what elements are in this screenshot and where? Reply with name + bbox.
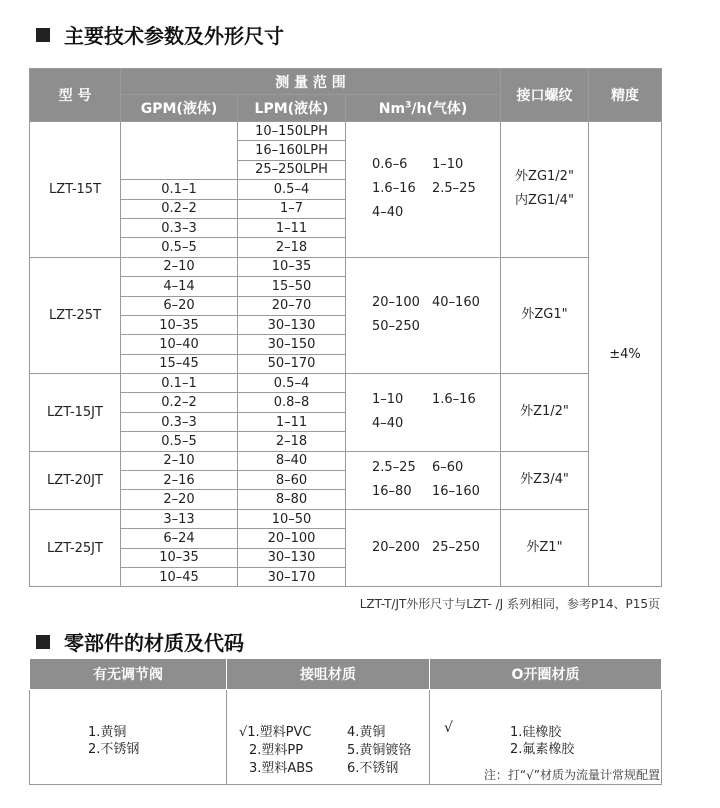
- thread-cell: [501, 451, 589, 509]
- parts-header-nozzle: 接咀材质: [227, 659, 430, 690]
- thread-cell: [501, 509, 589, 587]
- gas-range-line: [372, 456, 500, 480]
- gas-range-value: 4–40: [372, 416, 404, 432]
- gas-range-line: [372, 153, 500, 177]
- lpm-cell: 50–170: [238, 354, 346, 373]
- list-item: 2.不锈钢: [88, 742, 140, 757]
- gpm-cell: 2–16: [121, 471, 238, 490]
- gas-range-value: 1.6–16: [372, 181, 416, 197]
- table-row: [30, 374, 662, 393]
- lpm-cell: 10–150LPH: [238, 122, 346, 141]
- table-row: [30, 509, 662, 528]
- parts-cell-valve: [30, 690, 227, 785]
- note-standard-config: 注：打“√”材质为流量计常规配置: [483, 768, 660, 782]
- lpm-cell: 20–70: [238, 296, 346, 315]
- gpm-cell: 0.5–5: [121, 432, 238, 451]
- square-bullet-icon: [36, 635, 50, 649]
- header-gpm: GPM(液体): [121, 95, 238, 122]
- gas-range-value: 16–80: [372, 484, 412, 500]
- lpm-cell: 30–150: [238, 335, 346, 354]
- lpm-cell: 10–35: [238, 257, 346, 276]
- lpm-cell: 1–11: [238, 412, 346, 431]
- gas-range-line: [372, 480, 500, 504]
- lpm-cell: 1–11: [238, 218, 346, 237]
- gas-range-value: 0.6–6: [372, 157, 408, 173]
- gas-range-value: 20–100: [372, 295, 420, 311]
- section2-title-text: 零部件的材质及代码: [64, 631, 244, 655]
- gpm-cell: 3–13: [121, 509, 238, 528]
- parts-header-oring: O开圈材质: [430, 659, 662, 690]
- lpm-cell: 2–18: [238, 432, 346, 451]
- list-item: 2.氟素橡胶: [510, 742, 575, 757]
- gpm-cell: 2–10: [121, 451, 238, 470]
- gas-range-value: 16–160: [432, 484, 480, 500]
- gas-range-value: 50–250: [372, 319, 420, 335]
- gas-range-value: 1–10: [372, 392, 404, 408]
- lpm-cell: 8–60: [238, 471, 346, 490]
- thread-cell: [501, 374, 589, 452]
- parts-cell-nozzle: [227, 690, 430, 785]
- gpm-cell: 10–35: [121, 548, 238, 567]
- list-item: 1.黄铜: [88, 725, 127, 740]
- gas-range-value: 2.5–25: [372, 460, 416, 476]
- header-range: 测 量 范 围: [121, 69, 501, 95]
- gpm-cell-empty: [121, 122, 238, 180]
- gas-range-cell: [346, 374, 501, 452]
- gas-range-cell: [346, 257, 501, 373]
- thread-cell: [501, 257, 589, 373]
- lpm-cell: 16–160LPH: [238, 141, 346, 160]
- section1-title: [36, 20, 284, 49]
- spec-table: [29, 68, 662, 587]
- gpm-cell: 2–20: [121, 490, 238, 509]
- gpm-cell: 0.5–5: [121, 238, 238, 257]
- table-row: [30, 257, 662, 276]
- header-nm3h-sup: 3: [405, 100, 412, 111]
- lpm-cell: 20–100: [238, 529, 346, 548]
- gpm-cell: 4–14: [121, 277, 238, 296]
- gas-range-line: [372, 412, 500, 436]
- lpm-cell: 8–40: [238, 451, 346, 470]
- gpm-cell: 0.1–1: [121, 374, 238, 393]
- gpm-cell: 0.2–2: [121, 393, 238, 412]
- lpm-cell: 30–130: [238, 315, 346, 334]
- list-item: 2.塑料PP: [249, 743, 304, 758]
- gas-range-line: [372, 291, 500, 315]
- gpm-cell: 6–24: [121, 529, 238, 548]
- gas-range-value: 1–10: [432, 157, 464, 173]
- list-item: 5.黄铜镀铬: [347, 743, 412, 758]
- gas-range-line: [372, 315, 500, 339]
- gas-range-value: 20–200: [372, 540, 420, 556]
- thread-value: 内ZG1/4": [515, 193, 574, 209]
- model-cell: LZT-25JT: [30, 509, 121, 587]
- lpm-cell: 15–50: [238, 277, 346, 296]
- thread-value: 外Z3/4": [520, 472, 569, 488]
- model-cell: LZT-15JT: [30, 374, 121, 452]
- table-row: [30, 451, 662, 470]
- spec-header-row: [30, 69, 662, 95]
- list-item: 3.塑料ABS: [249, 761, 314, 776]
- thread-value: 外ZG1": [521, 307, 568, 323]
- thread-value: 外Z1/2": [520, 404, 569, 420]
- lpm-cell: 30–170: [238, 567, 346, 586]
- thread-value: 外Z1": [526, 540, 563, 556]
- gas-range-value: 2.5–25: [432, 181, 476, 197]
- square-bullet-icon: [36, 28, 50, 42]
- note-dimensions: LZT-T/JT外形尺寸与LZT- /J 系列相同，参考P14、P15页: [359, 597, 660, 611]
- lpm-cell: 1–7: [238, 199, 346, 218]
- gpm-cell: 10–45: [121, 567, 238, 586]
- list-item: 4.黄铜: [347, 725, 386, 740]
- gas-range-line: [372, 177, 500, 201]
- lpm-cell: 0.5–4: [238, 374, 346, 393]
- lpm-cell: 0.5–4: [238, 180, 346, 199]
- gpm-cell: 0.3–3: [121, 218, 238, 237]
- header-model: 型 号: [30, 69, 121, 122]
- check-mark-icon: √: [444, 720, 453, 736]
- gas-range-value: 4–40: [372, 205, 404, 221]
- model-cell: LZT-20JT: [30, 451, 121, 509]
- gpm-cell: 0.3–3: [121, 412, 238, 431]
- thread-cell: [501, 122, 589, 258]
- gpm-cell: 0.2–2: [121, 199, 238, 218]
- gpm-cell: 6–20: [121, 296, 238, 315]
- header-thread: 接口螺纹: [501, 69, 589, 122]
- gpm-cell: 10–35: [121, 315, 238, 334]
- thread-value: 外ZG1/2": [515, 169, 574, 185]
- gas-range-cell: [346, 451, 501, 509]
- header-lpm: LPM(液体): [238, 95, 346, 122]
- gas-range-value: 6–60: [432, 460, 464, 476]
- section2-title: [36, 627, 244, 656]
- lpm-cell: 0.8–8: [238, 393, 346, 412]
- gas-range-cell: [346, 122, 501, 258]
- gas-range-value: 25–250: [432, 540, 480, 556]
- header-nm3h: Nm$^3$/h(气体): [346, 95, 501, 122]
- gpm-cell: 15–45: [121, 354, 238, 373]
- lpm-cell: 8–80: [238, 490, 346, 509]
- gas-range-value: 40–160: [432, 295, 480, 311]
- list-item: √1.塑料PVC: [239, 725, 312, 740]
- section1-title-text: 主要技术参数及外形尺寸: [64, 24, 284, 48]
- list-item: 1.硅橡胶: [510, 725, 562, 740]
- table-row: [30, 122, 662, 141]
- accuracy-cell: ±4%: [589, 122, 662, 587]
- gas-range-line: [372, 388, 500, 412]
- lpm-cell: 30–130: [238, 548, 346, 567]
- list-item: 6.不锈钢: [347, 761, 399, 776]
- lpm-cell: 10–50: [238, 509, 346, 528]
- gas-range-line: [372, 201, 500, 225]
- gpm-cell: 0.1–1: [121, 180, 238, 199]
- gas-range-line: [372, 536, 500, 560]
- header-accuracy: 精度: [589, 69, 662, 122]
- model-cell: LZT-25T: [30, 257, 121, 373]
- gas-range-cell: [346, 509, 501, 587]
- lpm-cell: 25–250LPH: [238, 160, 346, 179]
- gpm-cell: 10–40: [121, 335, 238, 354]
- gpm-cell: 2–10: [121, 257, 238, 276]
- model-cell: LZT-15T: [30, 122, 121, 258]
- lpm-cell: 2–18: [238, 238, 346, 257]
- parts-header-valve: 有无调节阀: [30, 659, 227, 690]
- gas-range-value: 1.6–16: [432, 392, 476, 408]
